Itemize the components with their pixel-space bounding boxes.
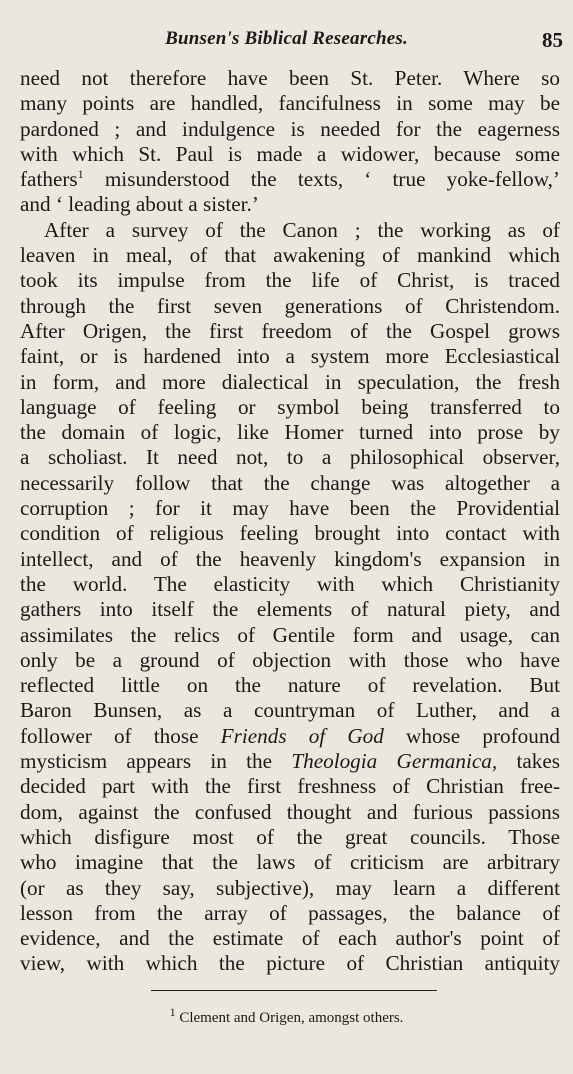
footnote-marker: 1	[169, 1005, 176, 1019]
text-line: evidence, and the estimate of each author's point of	[20, 926, 560, 951]
text-line-with-italics	[20, 749, 560, 774]
text-line: Baron Bunsen, as a countryman of Luther, and a	[20, 698, 560, 723]
text-segment: takes	[516, 749, 561, 774]
text-line-with-italics	[20, 724, 560, 749]
footnote-text: Clement and Origen, amongst others.	[179, 1010, 404, 1026]
text-line: After Origen, the first freedom of the Gospel grows	[20, 318, 560, 343]
text-segment: fathers	[20, 167, 78, 192]
text-line: decided part with the first freshness of Christian free-	[20, 774, 560, 799]
text-line: which disfigure most of the great councils. Those	[20, 824, 560, 849]
running-title: Bunsen's Biblical Researches.	[165, 28, 408, 49]
text-line: took its impulse from the life of Christ, is traced	[20, 268, 560, 293]
text-line: language of feeling or symbol being transferred to	[20, 394, 560, 419]
text-line: through the first seven generations of Christendom.	[20, 293, 560, 318]
text-line: pardoned ; and indulgence is needed for the eagerness	[20, 116, 560, 141]
italic-title: Friends of God	[220, 723, 384, 748]
text-line: condition of religious feeling brought into contact with	[20, 521, 560, 546]
text-line: need not therefore have been St. Peter. Where so	[20, 66, 560, 90]
text-line: (or as they say, subjective), may learn a different	[20, 875, 560, 900]
text-line: dom, against the confused thought and furious passions	[20, 799, 560, 824]
text-line: the world. The elasticity with which Christianity	[20, 571, 560, 596]
paragraph-start-line: After a survey of the Canon ; the working as of	[44, 217, 560, 242]
text-line: leaven in meal, of that awakening of mankind which	[20, 243, 560, 268]
footnote-reference: 1	[77, 167, 84, 182]
text-line: faint, or is hardened into a system more Ecclesiastical	[20, 344, 560, 369]
footnote	[0, 1005, 573, 1027]
text-line: intellect, and of the heavenly kingdom's expansion in	[20, 546, 560, 571]
text-segment: follower of those	[20, 723, 199, 748]
text-line: a scholiast. It need not, to a philosophical observer,	[20, 445, 560, 470]
text-line: lesson from the array of passages, the balance of	[20, 900, 560, 925]
text-line: with which St. Paul is made a widower, because some	[20, 141, 560, 166]
italic-title: Theologia Germanica,	[291, 749, 498, 774]
text-line: the domain of logic, like Homer turned into prose by	[20, 420, 560, 445]
text-segment: whose profound	[406, 723, 561, 748]
text-line: view, with which the picture of Christian antiquity	[20, 951, 560, 976]
text-line: corruption ; for it may have been the Providential	[20, 496, 560, 521]
text-line: assimilates the relics of Gentile form and usage, can	[20, 622, 560, 647]
text-line: gathers into itself the elements of natural piety, and	[20, 597, 560, 622]
text-line: reflected little on the nature of revelation. But	[20, 673, 560, 698]
text-line: necessarily follow that the change was altogether a	[20, 470, 560, 495]
text-line-with-footnote	[20, 167, 560, 192]
page-number: 85	[542, 28, 563, 52]
text-line: who imagine that the laws of criticism are arbitrary	[20, 850, 560, 875]
footnote-divider	[151, 990, 437, 991]
body-text	[20, 66, 560, 977]
text-line: many points are handled, fancifulness in some may be	[20, 91, 560, 116]
text-line: and ‘ leading about a sister.’	[20, 192, 259, 217]
text-segment: misunderstood the texts, ‘ true yoke-fellow,’	[104, 167, 560, 192]
text-line: in form, and more dialectical in speculation, the fresh	[20, 369, 560, 394]
text-segment: mysticism appears in the	[20, 749, 273, 774]
text-line: only be a ground of objection with those who have	[20, 647, 560, 672]
